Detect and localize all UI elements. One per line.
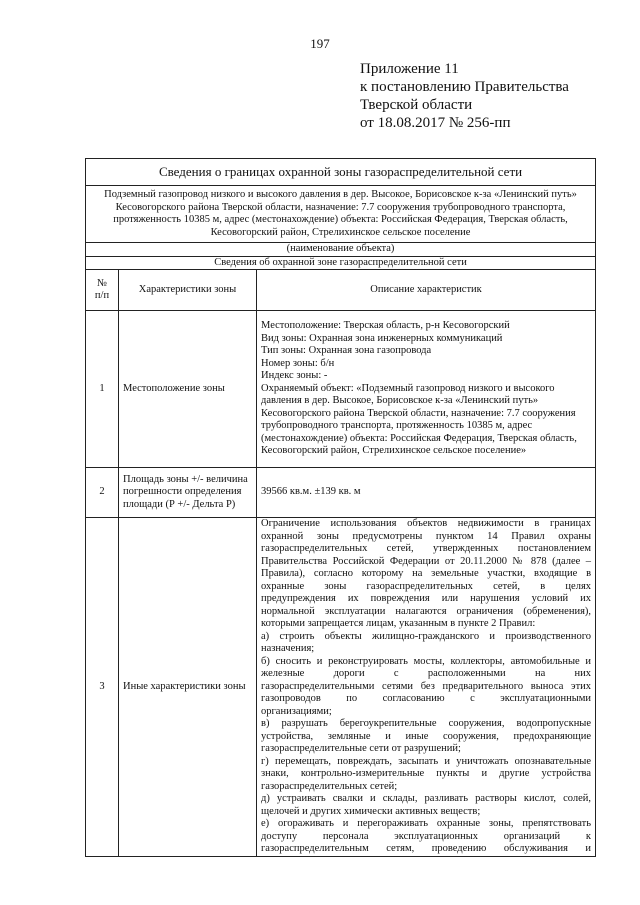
description-line: газораспределительных сетей, утвержденных постановлением — [261, 543, 592, 554]
row-description: Местоположение: Тверская область, р-н Кесовогорский Вид зоны: Охранная зона инженерных коммуникаций Тип зоны: Охранная зона газопровода Номер зоны: б/н Индекс зоны: - Охраняемый объект: «Подземный газопровод низкого и высокого давления в дер. Высокое, Борисовское к-за «Ленинский путь» Кесовогорского района Тверской области, назначение: 7.7 сооружения трубопроводного транспорта, протяженность 10385 м, адрес (местонахождение) объекта: Российская Федерация, Тверская область, Кесовогорский район, Стрелихинское сельское поселение» — [257, 311, 596, 468]
row-number: 2 — [86, 468, 119, 518]
row-description — [257, 518, 596, 857]
zone-subheader: Сведения об охранной зоне газораспределительной сети — [86, 256, 596, 270]
description-line: д) устраивать свалки и склады, разливать растворы кислот, солей, — [261, 793, 592, 804]
row-characteristic: Местоположение зоны — [119, 311, 257, 468]
object-name: Подземный газопровод низкого и высокого давления в дер. Высокое, Борисовское к-за «Ленинский путь» Кесовогорского района Тверской области, назначение: 7.7 сооружения трубопроводного транспорта, протяженность 10385 м, адрес (местонахождение) объекта: Российская Федерация, Тверская область, Кесовогорский район, Стрелихинское сельское поселение — [86, 186, 596, 243]
description-line: назначения; — [261, 643, 315, 654]
row-characteristic: Площадь зоны +/- величина погрешности определения площади (Р +/- Дельта Р) — [119, 468, 257, 518]
description-line: охранные зоны газораспределительных сетей, в целях — [261, 580, 592, 592]
description-line: газораспределительными сетями без предварительного выноса этих — [261, 680, 592, 692]
description-line: Правила), согласно которому на земельные участки, входящие в — [261, 568, 592, 579]
description-line: железные дороги с расположенными на них — [261, 668, 592, 679]
appendix-line: к постановлению Правительства — [360, 79, 569, 95]
description-line: газопроводов по согласованию с эксплуатационными — [261, 693, 592, 704]
description-line: Ограничение использования объектов недвижимости в границах — [261, 518, 592, 529]
row-characteristic: Иные характеристики зоны — [119, 518, 257, 857]
description-line: а) строить объекты жилищно-гражданского и производственного — [261, 630, 592, 642]
appendix-line: от 18.08.2017 № 256-пп — [360, 115, 511, 131]
description-line: в) разрушать берегоукрепительные сооружения, водопропускные — [261, 718, 592, 729]
table-title: Сведения о границах охранной зоны газораспределительной сети — [86, 159, 596, 186]
description-line: г) перемещать, повреждать, засыпать и уничтожать опознавательные — [261, 755, 592, 767]
description-line: предупреждения их повреждения или нарушения условий их — [261, 593, 592, 604]
appendix-header — [360, 60, 569, 132]
table-row — [86, 311, 596, 468]
description-line: которыми запрещается лицам, указанным в пункте 2 Правил: — [261, 618, 536, 629]
object-caption: (наименование объекта) — [86, 243, 596, 257]
appendix-line: Приложение 11 — [360, 61, 459, 77]
description-line: нормальной эксплуатации налагаются ограничения (обременения), — [261, 605, 592, 617]
row-number: 1 — [86, 311, 119, 468]
column-header-num: № п/п — [86, 270, 119, 311]
zone-info-table — [85, 158, 596, 857]
description-line: е) огораживать и перегораживать охранные зоны, препятствовать — [261, 818, 592, 829]
description-line: щелочей и других химически активных веществ; — [261, 805, 481, 817]
row-description: 39566 кв.м. ±139 кв. м — [257, 468, 596, 518]
page-number: 197 — [310, 36, 330, 51]
description-line: знаки, контрольно-измерительные пункты и другие устройства — [261, 768, 592, 779]
table-row — [86, 518, 596, 857]
description-line: газораспределительным сетям, проведению обслуживания и — [261, 843, 592, 854]
row-number: 3 — [86, 518, 119, 857]
appendix-line: Тверской области — [360, 97, 473, 113]
description-line: доступу персонала эксплуатационных организаций к — [261, 830, 592, 842]
column-header-description: Описание характеристик — [257, 270, 596, 311]
description-line: охранной зоны предусмотрены пунктом 14 Правил охраны — [261, 530, 592, 542]
description-line: газораспределительные сети от разрушений; — [261, 743, 461, 754]
description-line: газораспределительных сетей; — [261, 780, 398, 792]
description-line: б) сносить и реконструировать мосты, коллекторы, автомобильные и — [261, 655, 592, 667]
table-row — [86, 468, 596, 518]
description-line: Правительства Российской Федерации от 20.11.2000 № 878 (далее – — [261, 555, 592, 567]
description-line: устройства, земляные и иные сооружения, предохраняющие — [261, 730, 592, 742]
description-line: организациями; — [261, 705, 332, 717]
column-header-characteristic: Характеристики зоны — [119, 270, 257, 311]
